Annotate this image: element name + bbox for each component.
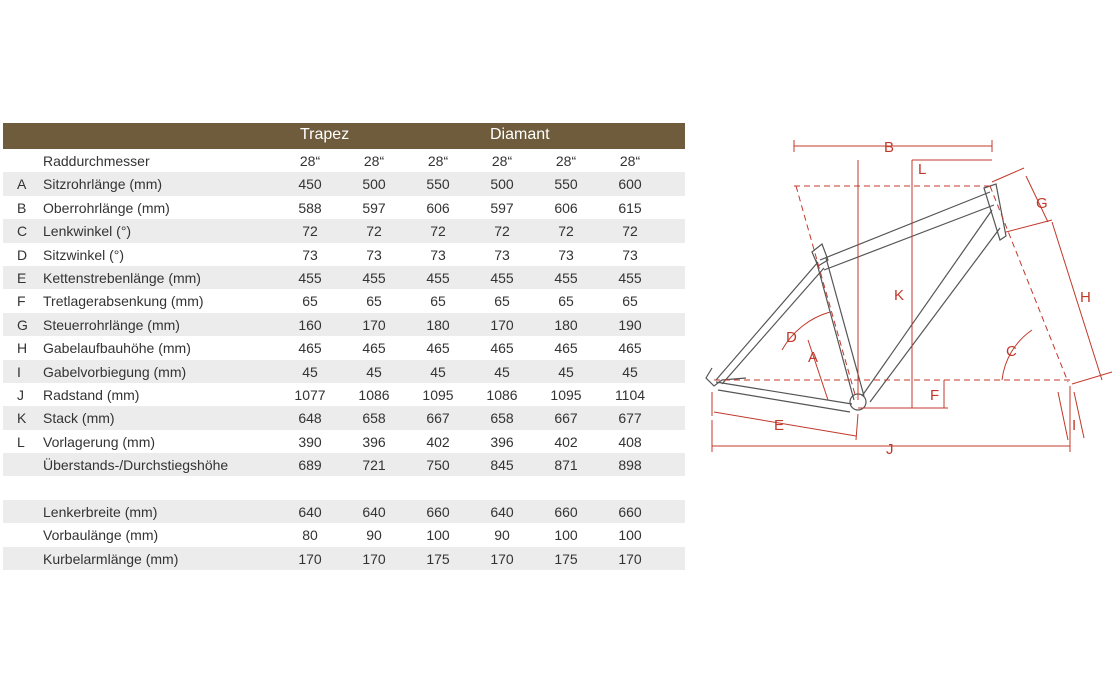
table-cell: 1077 — [294, 386, 326, 403]
table-cell: 73 — [302, 246, 318, 263]
label-i: I — [1072, 417, 1077, 434]
table-cell: 465 — [618, 340, 642, 357]
table-cell: 667 — [426, 410, 450, 427]
table-cell: 1086 — [358, 386, 390, 403]
row-letter: K — [17, 410, 27, 427]
table-cell: 100 — [426, 527, 450, 544]
table-cell: 390 — [298, 433, 322, 450]
table-cell: 170 — [490, 316, 514, 333]
table-body — [3, 149, 685, 570]
table-cell: 28“ — [491, 153, 513, 169]
ref-seat-line — [796, 186, 856, 398]
table-row — [3, 289, 685, 312]
ref-steer-line — [990, 186, 1068, 382]
row-label: Überstands-/Durchstiegshöhe — [43, 457, 229, 474]
down-tube-lower — [870, 228, 1000, 402]
table-cell: 667 — [554, 410, 578, 427]
row-label: Lenkwinkel (°) — [43, 223, 132, 240]
table-cell: 28“ — [363, 153, 385, 169]
table-cell: 677 — [618, 410, 642, 427]
table-row — [3, 383, 685, 406]
table-cell: 408 — [618, 433, 642, 450]
table-cell: 588 — [298, 199, 322, 216]
group-header-diamant: Diamant — [490, 126, 550, 143]
table-cell: 1095 — [550, 386, 582, 403]
table-cell: 465 — [554, 340, 578, 357]
row-label: Sitzrohrlänge (mm) — [43, 176, 163, 193]
table-cell: 28“ — [299, 153, 321, 169]
table-cell: 465 — [490, 340, 514, 357]
row-letter: J — [17, 386, 24, 403]
seat-stay-inner — [722, 268, 824, 384]
table-cell: 175 — [426, 550, 450, 567]
frame-outline — [706, 184, 1006, 412]
dimension-labels — [774, 139, 1091, 458]
table-cell: 28“ — [427, 153, 449, 169]
frame-geometry-diagram — [700, 120, 1119, 470]
table-cell: 28“ — [619, 153, 641, 169]
dim-line-g — [992, 168, 1024, 182]
row-label: Vorbaulänge (mm) — [43, 527, 159, 544]
geometry-table — [3, 123, 685, 570]
table-cell: 190 — [618, 316, 642, 333]
label-a: A — [808, 349, 819, 366]
table-cell: 396 — [490, 433, 514, 450]
table-cell: 402 — [426, 433, 450, 450]
component-row — [3, 500, 685, 523]
table-cell: 170 — [362, 550, 386, 567]
row-label: Raddurchmesser — [43, 153, 150, 169]
table-cell: 640 — [490, 503, 514, 520]
table-cell: 175 — [554, 550, 578, 567]
table-cell: 72 — [558, 223, 574, 240]
component-row — [3, 523, 685, 546]
table-cell: 615 — [618, 199, 642, 216]
row-label: Gabelvorbiegung (mm) — [43, 363, 187, 380]
dim-line-e — [714, 412, 856, 436]
table-cell: 72 — [366, 223, 382, 240]
table-cell: 1095 — [422, 386, 454, 403]
label-d: D — [786, 329, 797, 346]
table-cell: 72 — [430, 223, 446, 240]
row-letter: H — [17, 340, 28, 357]
table-cell: 455 — [298, 269, 322, 286]
row-label: Oberrohrlänge (mm) — [43, 199, 170, 216]
table-cell: 450 — [298, 176, 322, 193]
table-cell: 72 — [494, 223, 510, 240]
table-cell: 648 — [298, 410, 322, 427]
row-letter: G — [17, 316, 28, 333]
table-cell: 455 — [554, 269, 578, 286]
table-row — [3, 243, 685, 266]
row-label: Tretlagerabsenkung (mm) — [43, 293, 204, 310]
table-cell: 73 — [494, 246, 510, 263]
table-cell: 45 — [430, 363, 446, 380]
row-label: Steuerrohrlänge (mm) — [43, 316, 180, 333]
label-e: E — [774, 417, 785, 434]
table-cell: 90 — [494, 527, 510, 544]
seat-collar — [812, 244, 828, 266]
table-cell: 180 — [426, 316, 450, 333]
table-cell: 72 — [302, 223, 318, 240]
table-row — [3, 196, 685, 219]
table-cell: 100 — [554, 527, 578, 544]
table-cell: 600 — [618, 176, 642, 193]
table-cell: 1086 — [486, 386, 518, 403]
table-row — [3, 219, 685, 242]
table-cell: 90 — [366, 527, 382, 544]
table-cell: 721 — [362, 457, 386, 474]
table-cell: 73 — [558, 246, 574, 263]
down-tube — [862, 210, 992, 396]
table-cell: 160 — [298, 316, 322, 333]
table-cell: 689 — [298, 457, 322, 474]
table-cell: 550 — [426, 176, 450, 193]
table-cell: 65 — [558, 293, 574, 310]
table-cell: 180 — [554, 316, 578, 333]
table-cell: 465 — [426, 340, 450, 357]
table-row — [3, 360, 685, 383]
row-letter: B — [17, 199, 27, 216]
table-cell: 640 — [298, 503, 322, 520]
group-header-trapez: Trapez — [300, 126, 350, 143]
table-row — [3, 336, 685, 359]
label-g: G — [1036, 195, 1048, 212]
row-label: Stack (mm) — [43, 410, 115, 427]
table-cell: 658 — [362, 410, 386, 427]
label-l: L — [918, 161, 927, 178]
table-cell: 455 — [490, 269, 514, 286]
table-cell: 100 — [618, 527, 642, 544]
table-cell: 465 — [298, 340, 322, 357]
label-j: J — [886, 441, 894, 458]
table-header — [3, 123, 685, 149]
table-cell: 65 — [622, 293, 638, 310]
label-k: K — [894, 287, 905, 304]
table-row — [3, 406, 685, 429]
table-spacer — [3, 476, 685, 499]
table-cell: 170 — [618, 550, 642, 567]
row-letter: C — [17, 223, 28, 240]
row-letter: L — [17, 433, 25, 450]
table-row — [3, 453, 685, 476]
dim-line-h — [1052, 222, 1102, 380]
table-cell: 170 — [362, 316, 386, 333]
top-tube-lower — [824, 205, 994, 270]
row-letter: A — [17, 176, 27, 193]
table-cell: 845 — [490, 457, 514, 474]
table-cell: 1104 — [614, 386, 646, 403]
table-cell: 402 — [554, 433, 578, 450]
row-label: Gabelaufbauhöhe (mm) — [43, 340, 191, 357]
row-letter: E — [17, 269, 27, 286]
table-cell: 73 — [622, 246, 638, 263]
row-letter: F — [17, 293, 26, 310]
label-b: B — [884, 139, 895, 156]
row-label: Kurbelarmlänge (mm) — [43, 550, 179, 567]
wheel-size-row — [3, 149, 685, 172]
table-cell: 45 — [494, 363, 510, 380]
table-cell: 45 — [366, 363, 382, 380]
table-cell: 396 — [362, 433, 386, 450]
table-cell: 45 — [622, 363, 638, 380]
table-cell: 65 — [302, 293, 318, 310]
table-cell: 597 — [362, 199, 386, 216]
row-label: Kettenstrebenlänge (mm) — [43, 269, 201, 286]
table-cell: 871 — [554, 457, 578, 474]
table-cell: 606 — [554, 199, 578, 216]
seat-stay — [716, 262, 818, 380]
table-cell: 658 — [490, 410, 514, 427]
table-cell: 73 — [430, 246, 446, 263]
table-cell: 465 — [362, 340, 386, 357]
label-h: H — [1080, 289, 1091, 306]
table-cell: 45 — [302, 363, 318, 380]
dim-line-i — [1058, 392, 1068, 440]
table-cell: 455 — [362, 269, 386, 286]
table-row — [3, 430, 685, 453]
row-letter: D — [17, 246, 28, 263]
table-cell: 455 — [618, 269, 642, 286]
label-c: C — [1006, 343, 1017, 360]
table-cell: 597 — [490, 199, 514, 216]
table-cell: 898 — [618, 457, 642, 474]
head-tube — [984, 184, 1006, 240]
table-cell: 65 — [494, 293, 510, 310]
component-row — [3, 547, 685, 570]
table-cell: 170 — [490, 550, 514, 567]
dimension-lines — [712, 140, 1112, 452]
table-cell: 660 — [426, 503, 450, 520]
table-cell: 45 — [558, 363, 574, 380]
table-cell: 660 — [554, 503, 578, 520]
table-row — [3, 266, 685, 289]
table-cell: 606 — [426, 199, 450, 216]
table-cell: 28“ — [555, 153, 577, 169]
row-label: Radstand (mm) — [43, 386, 140, 403]
seat-tube — [816, 260, 854, 400]
table-cell: 660 — [618, 503, 642, 520]
row-letter: I — [17, 363, 21, 380]
table-row — [3, 172, 685, 195]
table-cell: 73 — [366, 246, 382, 263]
row-label: Vorlagerung (mm) — [43, 433, 156, 450]
table-cell: 455 — [426, 269, 450, 286]
label-f: F — [930, 387, 940, 404]
table-cell: 500 — [490, 176, 514, 193]
table-cell: 640 — [362, 503, 386, 520]
table-row — [3, 313, 685, 336]
table-cell: 72 — [622, 223, 638, 240]
table-cell: 550 — [554, 176, 578, 193]
table-cell: 65 — [430, 293, 446, 310]
table-cell: 500 — [362, 176, 386, 193]
row-label: Lenkerbreite (mm) — [43, 503, 158, 520]
table-cell: 170 — [298, 550, 322, 567]
row-label: Sitzwinkel (°) — [43, 246, 125, 263]
table-cell: 65 — [366, 293, 382, 310]
table-cell: 80 — [302, 527, 318, 544]
table-cell: 750 — [426, 457, 450, 474]
